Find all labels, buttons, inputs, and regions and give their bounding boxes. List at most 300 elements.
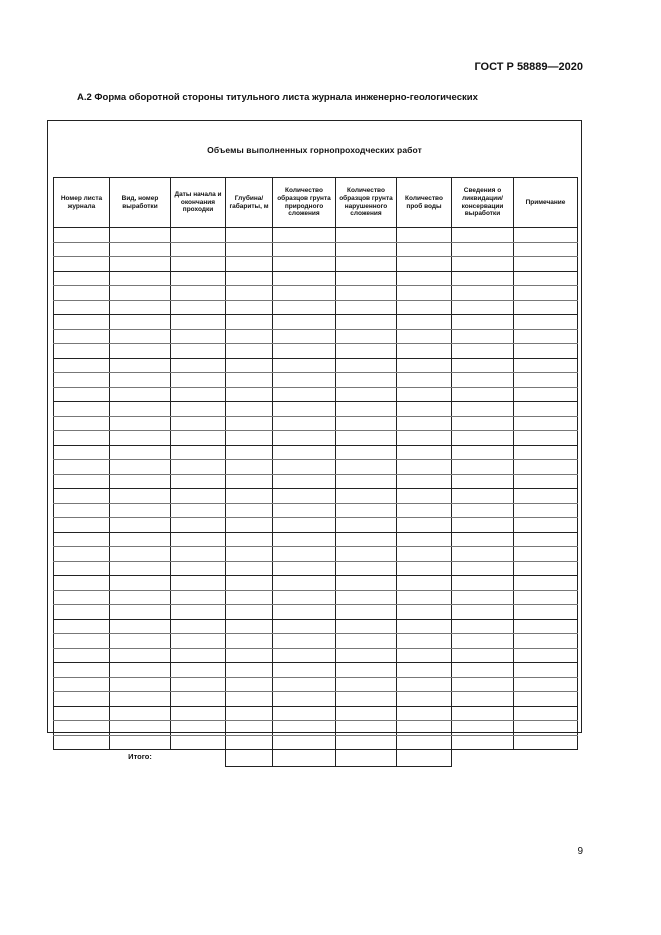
table-cell [273, 489, 336, 504]
table-cell [336, 532, 397, 547]
table-cell [54, 677, 110, 692]
table-cell [171, 315, 226, 330]
table-cell [397, 576, 452, 591]
table-cell [452, 445, 514, 460]
col-sheet-number: Номер листа журнала [54, 178, 110, 228]
table-cell [397, 518, 452, 533]
table-row [54, 590, 578, 605]
table-cell [171, 387, 226, 402]
table-cell [54, 445, 110, 460]
table-cell [110, 605, 171, 620]
table-row [54, 489, 578, 504]
table-cell [336, 300, 397, 315]
table-cell [273, 431, 336, 446]
table-cell [226, 706, 273, 721]
table-cell [514, 634, 578, 649]
table-cell [273, 286, 336, 301]
table-cell [226, 344, 273, 359]
table-cell [226, 416, 273, 431]
table-cell [397, 706, 452, 721]
table-cell [514, 242, 578, 257]
table-cell [336, 619, 397, 634]
table-cell [452, 431, 514, 446]
table-cell [226, 228, 273, 243]
table-cell [110, 315, 171, 330]
table-row [54, 416, 578, 431]
col-working-type: Вид, номер выработки [110, 178, 171, 228]
table-cell [110, 663, 171, 678]
table-cell [336, 315, 397, 330]
table-title: Объемы выполненных горнопроходческих работ [207, 145, 422, 155]
table-cell [397, 358, 452, 373]
empty-cell [514, 750, 578, 767]
table-row [54, 576, 578, 591]
table-cell [171, 605, 226, 620]
table-cell [514, 518, 578, 533]
table-cell [226, 735, 273, 750]
total-cell [273, 750, 336, 767]
table-cell [110, 431, 171, 446]
table-cell [226, 677, 273, 692]
table-cell [171, 532, 226, 547]
table-row [54, 242, 578, 257]
table-cell [336, 648, 397, 663]
table-cell [336, 518, 397, 533]
col-water-samples: Количество проб воды [397, 178, 452, 228]
table-cell [226, 373, 273, 388]
table-cell [514, 445, 578, 460]
table-cell [452, 416, 514, 431]
table-cell [397, 445, 452, 460]
table-cell [514, 228, 578, 243]
table-cell [514, 344, 578, 359]
table-cell [514, 257, 578, 272]
table-cell [54, 228, 110, 243]
table-cell [171, 648, 226, 663]
table-cell [397, 416, 452, 431]
table-cell [226, 358, 273, 373]
table-cell [336, 489, 397, 504]
table-cell [54, 344, 110, 359]
table-cell [226, 561, 273, 576]
table-cell [110, 619, 171, 634]
table-cell [226, 474, 273, 489]
table-cell [273, 518, 336, 533]
table-cell [273, 416, 336, 431]
table-cell [397, 373, 452, 388]
table-cell [397, 692, 452, 707]
table-cell [273, 576, 336, 591]
section-heading: А.2 Форма оборотной стороны титульного листа журнала инженерно-геологических [77, 92, 478, 103]
table-cell [110, 286, 171, 301]
table-cell [452, 634, 514, 649]
table-cell [514, 286, 578, 301]
document-code: ГОСТ Р 58889—2020 [474, 61, 583, 73]
table-cell [514, 300, 578, 315]
table-cell [54, 663, 110, 678]
table-cell [273, 402, 336, 417]
total-cell [397, 750, 452, 767]
total-cell [226, 750, 273, 767]
table-cell [54, 503, 110, 518]
table-cell [54, 387, 110, 402]
table-cell [110, 416, 171, 431]
table-cell [452, 329, 514, 344]
table-cell [452, 605, 514, 620]
total-row [54, 750, 578, 767]
table-cell [397, 315, 452, 330]
table-row [54, 228, 578, 243]
table-cell [54, 561, 110, 576]
table-cell [171, 561, 226, 576]
table-cell [226, 300, 273, 315]
table-cell [273, 721, 336, 736]
table-cell [397, 257, 452, 272]
table-cell [171, 358, 226, 373]
table-cell [226, 503, 273, 518]
table-cell [110, 445, 171, 460]
table-row [54, 402, 578, 417]
table-cell [171, 416, 226, 431]
table-cell [110, 735, 171, 750]
table-row [54, 663, 578, 678]
table-row [54, 692, 578, 707]
table-cell [54, 590, 110, 605]
table-cell [452, 286, 514, 301]
table-cell [452, 561, 514, 576]
table-cell [514, 329, 578, 344]
table-cell [171, 300, 226, 315]
table-cell [336, 416, 397, 431]
table-cell [397, 387, 452, 402]
table-cell [110, 706, 171, 721]
table-cell [171, 721, 226, 736]
table-row [54, 648, 578, 663]
table-cell [54, 489, 110, 504]
table-cell [514, 735, 578, 750]
table-cell [514, 576, 578, 591]
table-row [54, 735, 578, 750]
table-cell [54, 286, 110, 301]
table-cell [514, 547, 578, 562]
table-row [54, 257, 578, 272]
table-cell [397, 590, 452, 605]
table-cell [226, 547, 273, 562]
table-row [54, 387, 578, 402]
table-cell [171, 257, 226, 272]
table-row [54, 532, 578, 547]
table-cell [397, 663, 452, 678]
table-cell [273, 373, 336, 388]
table-cell [452, 547, 514, 562]
table-cell [336, 329, 397, 344]
table-cell [273, 358, 336, 373]
table-cell [171, 590, 226, 605]
table-cell [514, 489, 578, 504]
table-body [54, 228, 578, 767]
table-cell [336, 373, 397, 388]
table-cell [336, 692, 397, 707]
table-cell [452, 706, 514, 721]
table-cell [452, 576, 514, 591]
col-natural-samples: Количество образцов грунта природного сложения [273, 178, 336, 228]
table-cell [171, 692, 226, 707]
table-cell [171, 344, 226, 359]
table-cell [514, 648, 578, 663]
table-cell [171, 242, 226, 257]
table-cell [110, 721, 171, 736]
table-cell [397, 329, 452, 344]
table-cell [452, 532, 514, 547]
table-cell [514, 561, 578, 576]
table-cell [171, 634, 226, 649]
table-cell [336, 286, 397, 301]
table-cell [397, 460, 452, 475]
table-cell [54, 474, 110, 489]
table-cell [336, 721, 397, 736]
table-cell [226, 431, 273, 446]
table-cell [452, 692, 514, 707]
table-row [54, 503, 578, 518]
table-cell [110, 677, 171, 692]
table-cell [452, 663, 514, 678]
table-cell [397, 547, 452, 562]
table-cell [226, 634, 273, 649]
table-row [54, 634, 578, 649]
table-cell [452, 460, 514, 475]
table-cell [54, 532, 110, 547]
table-cell [336, 445, 397, 460]
table-cell [273, 445, 336, 460]
table-cell [110, 242, 171, 257]
table-cell [452, 619, 514, 634]
table-cell [273, 648, 336, 663]
table-cell [514, 373, 578, 388]
table-cell [336, 460, 397, 475]
table-cell [54, 619, 110, 634]
table-cell [171, 286, 226, 301]
table-cell [514, 619, 578, 634]
table-cell [226, 257, 273, 272]
table-header-row [54, 178, 578, 228]
col-disturbed-samples: Количество образцов грунта нарушенного сложения [336, 178, 397, 228]
table-cell [171, 228, 226, 243]
table-cell [452, 387, 514, 402]
table-cell [110, 474, 171, 489]
table-cell [397, 721, 452, 736]
table-cell [397, 431, 452, 446]
table-cell [110, 271, 171, 286]
table-cell [171, 445, 226, 460]
table-cell [514, 532, 578, 547]
table-cell [226, 271, 273, 286]
table-cell [226, 402, 273, 417]
table-row [54, 329, 578, 344]
table-cell [397, 271, 452, 286]
table-row [54, 373, 578, 388]
table-row [54, 721, 578, 736]
table-cell [110, 518, 171, 533]
table-cell [514, 387, 578, 402]
table-cell [452, 242, 514, 257]
table-cell [452, 315, 514, 330]
table-cell [336, 271, 397, 286]
table-cell [54, 634, 110, 649]
table-cell [273, 605, 336, 620]
table-cell [54, 402, 110, 417]
table-cell [54, 576, 110, 591]
table-cell [54, 300, 110, 315]
table-row [54, 518, 578, 533]
table-cell [397, 634, 452, 649]
table-cell [171, 663, 226, 678]
table-cell [110, 590, 171, 605]
table-cell [336, 590, 397, 605]
table-cell [273, 663, 336, 678]
table-cell [110, 648, 171, 663]
table-row [54, 605, 578, 620]
table-cell [226, 605, 273, 620]
table-cell [273, 344, 336, 359]
total-label: Итого: [128, 752, 152, 761]
table-cell [171, 735, 226, 750]
table-cell [514, 663, 578, 678]
table-cell [397, 561, 452, 576]
table-cell [54, 431, 110, 446]
table-cell [226, 692, 273, 707]
table-cell [336, 402, 397, 417]
table-cell [397, 402, 452, 417]
table-row [54, 619, 578, 634]
table-cell [110, 387, 171, 402]
table-cell [273, 561, 336, 576]
table-cell [226, 489, 273, 504]
table-cell [452, 648, 514, 663]
table-cell [397, 286, 452, 301]
table-row [54, 677, 578, 692]
table-cell [452, 590, 514, 605]
empty-cell [171, 750, 226, 767]
table-cell [336, 576, 397, 591]
table-cell [273, 474, 336, 489]
table-cell [54, 358, 110, 373]
table-cell [273, 300, 336, 315]
table-cell [273, 387, 336, 402]
table-cell [336, 474, 397, 489]
table-cell [110, 634, 171, 649]
table-cell [514, 721, 578, 736]
table-cell [514, 474, 578, 489]
table-cell [54, 460, 110, 475]
table-cell [226, 387, 273, 402]
table-cell [514, 402, 578, 417]
table-cell [54, 242, 110, 257]
table-cell [110, 228, 171, 243]
table-cell [273, 634, 336, 649]
table-row [54, 271, 578, 286]
col-dates: Даты начала и окончания проходки [171, 178, 226, 228]
table-cell [514, 503, 578, 518]
table-cell [336, 431, 397, 446]
table-cell [273, 228, 336, 243]
table-cell [514, 590, 578, 605]
table-cell [171, 431, 226, 446]
table-cell [397, 503, 452, 518]
table-cell [273, 590, 336, 605]
table-cell [397, 242, 452, 257]
table-cell [171, 329, 226, 344]
table-cell [336, 663, 397, 678]
empty-cell [452, 750, 514, 767]
table-cell [273, 532, 336, 547]
table-row [54, 344, 578, 359]
table-cell [452, 503, 514, 518]
table-cell [226, 648, 273, 663]
table-cell [397, 619, 452, 634]
table-cell [226, 315, 273, 330]
table-cell [226, 242, 273, 257]
table-cell [171, 706, 226, 721]
table-cell [397, 648, 452, 663]
table-cell [171, 619, 226, 634]
table-cell [514, 416, 578, 431]
table-cell [110, 300, 171, 315]
col-notes: Примечание [514, 178, 578, 228]
table-cell [54, 315, 110, 330]
table-cell [171, 489, 226, 504]
table-cell [226, 576, 273, 591]
table-cell [514, 692, 578, 707]
table-cell [336, 561, 397, 576]
table-cell [54, 416, 110, 431]
table-cell [226, 619, 273, 634]
table-cell [54, 721, 110, 736]
works-table [53, 177, 578, 767]
table-cell [336, 735, 397, 750]
table-cell [54, 518, 110, 533]
col-liquidation-info: Сведения о ликвидации/ консервации выработки [452, 178, 514, 228]
table-cell [514, 605, 578, 620]
table-cell [226, 518, 273, 533]
table-cell [336, 242, 397, 257]
table-cell [452, 271, 514, 286]
table-cell [336, 706, 397, 721]
table-cell [110, 402, 171, 417]
table-cell [226, 663, 273, 678]
table-cell [54, 648, 110, 663]
page-number: 9 [577, 846, 583, 857]
table-cell [452, 721, 514, 736]
table-cell [273, 677, 336, 692]
table-cell [110, 576, 171, 591]
table-cell [110, 344, 171, 359]
table-cell [397, 300, 452, 315]
table-row [54, 315, 578, 330]
table-cell [54, 605, 110, 620]
table-cell [226, 445, 273, 460]
table-cell [54, 735, 110, 750]
table-cell [397, 605, 452, 620]
table-cell [171, 271, 226, 286]
table-cell [110, 547, 171, 562]
table-row [54, 561, 578, 576]
table-cell [110, 460, 171, 475]
table-cell [171, 677, 226, 692]
table-cell [110, 692, 171, 707]
table-cell [273, 692, 336, 707]
table-cell [273, 242, 336, 257]
table-cell [110, 373, 171, 388]
